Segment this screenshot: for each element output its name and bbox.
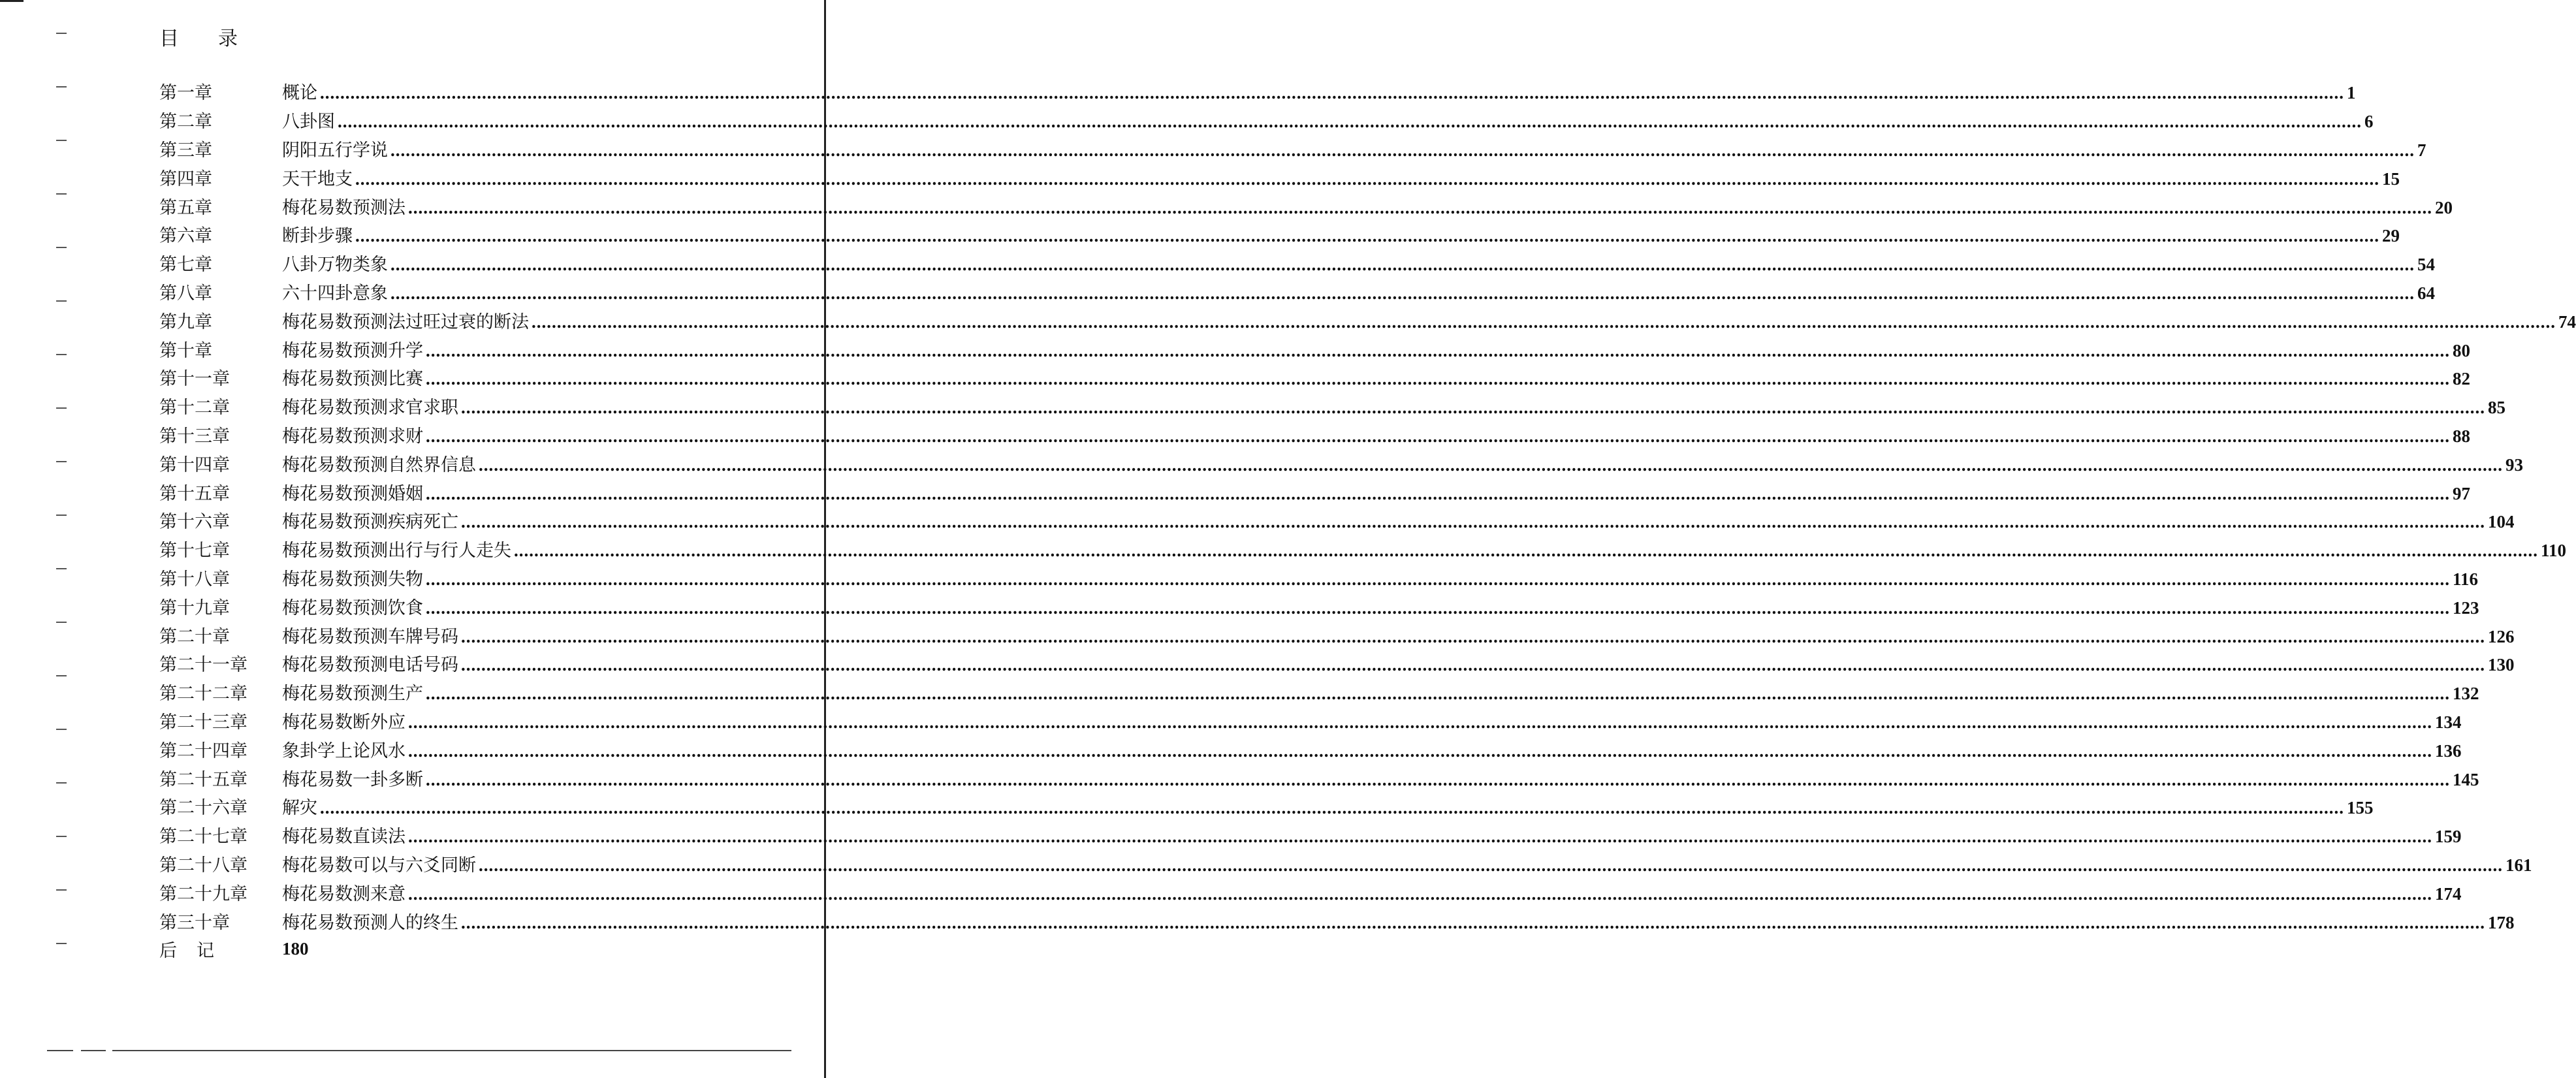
toc-title: 梅花易数预测生产 bbox=[282, 684, 423, 705]
toc-entry bbox=[282, 737, 2462, 762]
afterword-label bbox=[159, 936, 282, 962]
toc-entry bbox=[282, 136, 2426, 161]
toc-page-number: 20 bbox=[2435, 197, 2453, 217]
toc-page-number: 85 bbox=[2488, 398, 2505, 418]
toc-chapter-label: 第二十一章 bbox=[159, 655, 247, 676]
toc-title: 八卦图 bbox=[282, 112, 335, 133]
toc-chapter-label: 第二十五章 bbox=[159, 769, 247, 790]
toc-row[interactable] bbox=[159, 163, 2400, 191]
dot-leader: ................................................................................................................................................................................................................................................................................................................................................................................................................ bbox=[514, 541, 2538, 561]
toc-chapter-label: 第九章 bbox=[159, 311, 212, 332]
toc-row[interactable] bbox=[159, 135, 2426, 163]
toc-entry bbox=[282, 78, 2356, 104]
toc-row[interactable] bbox=[159, 334, 2470, 363]
toc-row[interactable] bbox=[159, 678, 2479, 706]
dot-leader: ................................................................................................................................................................................................................................................................................................................................................................................................................ bbox=[426, 369, 2450, 389]
toc-chapter-label: 第十四章 bbox=[159, 454, 230, 475]
dot-leader: ................................................................................................................................................................................................................................................................................................................................................................................................................ bbox=[408, 883, 2432, 904]
margin-tick bbox=[56, 247, 67, 248]
toc-row[interactable] bbox=[159, 420, 2470, 449]
toc-title: 梅花易数测来意 bbox=[282, 883, 405, 904]
toc-title: 梅花易数预测升学 bbox=[282, 340, 423, 361]
toc-row[interactable] bbox=[159, 249, 2435, 277]
toc-chapter-label: 第八章 bbox=[159, 283, 212, 304]
dot-leader: ................................................................................................................................................................................................................................................................................................................................................................................................................ bbox=[426, 340, 2450, 360]
toc-page-number: 64 bbox=[2417, 283, 2435, 303]
toc-entry bbox=[282, 622, 2515, 648]
toc-title: 梅花易数预测比赛 bbox=[282, 369, 423, 390]
dot-leader: ................................................................................................................................................................................................................................................................................................................................................................................................................ bbox=[426, 569, 2450, 589]
toc-row[interactable] bbox=[159, 649, 2515, 678]
dot-leader: ................................................................................................................................................................................................................................................................................................................................................................................................................ bbox=[338, 112, 2362, 132]
toc-page-number: 130 bbox=[2488, 655, 2515, 675]
toc-chapter-label: 第十五章 bbox=[159, 483, 230, 504]
toc-title: 象卦学上论风水 bbox=[282, 740, 405, 761]
toc-page-number: 155 bbox=[2347, 798, 2374, 818]
toc-chapter-label: 第十三章 bbox=[159, 426, 230, 447]
toc-row[interactable] bbox=[159, 106, 2374, 135]
toc-entry bbox=[282, 364, 2470, 390]
toc-entry bbox=[282, 765, 2479, 791]
toc-title: 梅花易数直读法 bbox=[282, 827, 405, 848]
dot-leader: ................................................................................................................................................................................................................................................................................................................................................................................................................ bbox=[426, 426, 2450, 446]
toc-row[interactable] bbox=[159, 906, 2515, 935]
toc-chapter-label: 第十九章 bbox=[159, 597, 230, 618]
toc-chapter-label: 第十二章 bbox=[159, 398, 230, 419]
toc-title: 断卦步骤 bbox=[282, 226, 353, 247]
toc-entry bbox=[282, 479, 2470, 505]
table-of-contents bbox=[159, 77, 2576, 964]
toc-entry bbox=[282, 451, 2523, 476]
toc-page-number: 29 bbox=[2382, 226, 2400, 246]
margin-tick bbox=[56, 354, 67, 355]
toc-chapter-label: 第二十八章 bbox=[159, 855, 247, 876]
toc-entry bbox=[282, 822, 2462, 848]
toc-chapter-label: 第五章 bbox=[159, 197, 212, 218]
toc-title: 阴阳五行学说 bbox=[282, 140, 388, 161]
toc-page-number: 104 bbox=[2488, 512, 2515, 532]
toc-page-number: 136 bbox=[2435, 740, 2462, 761]
toc-title: 梅花易数预测法过旺过衰的断法 bbox=[282, 311, 529, 332]
toc-entry bbox=[282, 393, 2505, 419]
toc-row[interactable] bbox=[159, 535, 2567, 563]
toc-row[interactable] bbox=[159, 449, 2523, 477]
toc-entry bbox=[282, 679, 2479, 705]
toc-chapter-label: 第二十九章 bbox=[159, 883, 247, 904]
toc-entry bbox=[282, 221, 2400, 247]
toc-row[interactable] bbox=[159, 620, 2515, 649]
dot-leader: ................................................................................................................................................................................................................................................................................................................................................................................................................ bbox=[426, 769, 2450, 789]
toc-chapter-label: 第二十四章 bbox=[159, 740, 247, 761]
toc-title: 梅花易数预测电话号码 bbox=[282, 655, 458, 676]
margin-tick bbox=[56, 407, 67, 409]
dot-leader: ................................................................................................................................................................................................................................................................................................................................................................................................................ bbox=[479, 454, 2503, 475]
toc-title: 六十四卦意象 bbox=[282, 283, 388, 304]
margin-tick bbox=[56, 889, 67, 891]
toc-page-number: 82 bbox=[2453, 369, 2470, 389]
toc-title: 梅花易数断外应 bbox=[282, 712, 405, 733]
toc-row[interactable] bbox=[159, 506, 2515, 535]
dot-leader: ................................................................................................................................................................................................................................................................................................................................................................................................................ bbox=[426, 684, 2450, 704]
toc-entry bbox=[282, 708, 2462, 733]
toc-title: 梅花易数预测求财 bbox=[282, 426, 423, 447]
toc-chapter-label: 第二十七章 bbox=[159, 827, 247, 848]
toc-page-number: 80 bbox=[2453, 340, 2470, 360]
toc-page-number: 132 bbox=[2453, 684, 2479, 704]
toc-row[interactable] bbox=[159, 277, 2435, 306]
margin-tick bbox=[56, 140, 67, 141]
dot-leader: ................................................................................................................................................................................................................................................................................................................................................................................................................ bbox=[426, 483, 2450, 503]
toc-title: 解灾 bbox=[282, 798, 317, 819]
toc-row[interactable] bbox=[159, 592, 2479, 620]
toc-chapter-label: 第十六章 bbox=[159, 512, 230, 533]
dot-leader: ................................................................................................................................................................................................................................................................................................................................................................................................................ bbox=[320, 83, 2344, 103]
toc-title: 梅花易数预测出行与行人走失 bbox=[282, 541, 511, 562]
bottom-rule bbox=[47, 1050, 791, 1051]
margin-tick bbox=[56, 943, 67, 944]
toc-entry bbox=[282, 594, 2479, 619]
toc-row[interactable] bbox=[159, 563, 2479, 592]
page-title-left: 目 bbox=[159, 27, 179, 50]
dot-leader: ................................................................................................................................................................................................................................................................................................................................................................................................................ bbox=[320, 798, 2344, 818]
toc-entry bbox=[282, 650, 2515, 676]
dot-leader: ................................................................................................................................................................................................................................................................................................................................................................................................................ bbox=[408, 827, 2432, 847]
toc-chapter-label: 第二十章 bbox=[159, 626, 230, 647]
toc-title: 概论 bbox=[282, 83, 317, 104]
dot-leader: ................................................................................................................................................................................................................................................................................................................................................................................................................ bbox=[426, 597, 2450, 618]
toc-entry bbox=[282, 422, 2470, 447]
dot-leader: ................................................................................................................................................................................................................................................................................................................................................................................................................ bbox=[390, 283, 2415, 303]
dot-leader: ................................................................................................................................................................................................................................................................................................................................................................................................................ bbox=[390, 255, 2415, 275]
margin-ticks bbox=[56, 0, 69, 1078]
toc-chapter-label: 第二十六章 bbox=[159, 798, 247, 819]
toc-page-number: 116 bbox=[2453, 569, 2479, 589]
toc-entry bbox=[282, 793, 2374, 819]
toc-chapter-label: 第七章 bbox=[159, 255, 212, 276]
toc-row[interactable] bbox=[159, 706, 2462, 735]
toc-entry bbox=[282, 308, 2576, 333]
dot-leader: ................................................................................................................................................................................................................................................................................................................................................................................................................ bbox=[408, 712, 2432, 732]
toc-row[interactable] bbox=[159, 306, 2576, 334]
margin-tick bbox=[56, 193, 67, 195]
toc-page-number: 15 bbox=[2382, 168, 2400, 189]
toc-entry bbox=[282, 908, 2515, 934]
toc-row[interactable] bbox=[159, 821, 2462, 849]
toc-title: 梅花易数预测失物 bbox=[282, 569, 423, 590]
toc-row[interactable] bbox=[159, 878, 2462, 906]
toc-entry bbox=[282, 193, 2453, 219]
toc-title: 梅花易数预测疾病死亡 bbox=[282, 512, 458, 533]
toc-page-number: 74 bbox=[2558, 311, 2576, 332]
toc-page-number: 93 bbox=[2505, 454, 2523, 475]
margin-tick bbox=[56, 515, 67, 516]
dot-leader: ................................................................................................................................................................................................................................................................................................................................................................................................................ bbox=[408, 740, 2432, 761]
page-title bbox=[159, 22, 238, 51]
toc-page-number: 161 bbox=[2505, 855, 2532, 875]
toc-title: 梅花易数预测法 bbox=[282, 197, 405, 218]
dot-leader: ................................................................................................................................................................................................................................................................................................................................................................................................................ bbox=[461, 912, 2485, 932]
dot-leader: ................................................................................................................................................................................................................................................................................................................................................................................................................ bbox=[461, 398, 2485, 418]
toc-entry bbox=[282, 250, 2435, 276]
afterword-label-right: 记 bbox=[197, 941, 214, 962]
toc-row[interactable] bbox=[159, 392, 2505, 420]
toc-entry bbox=[282, 880, 2462, 905]
toc-row[interactable] bbox=[159, 477, 2470, 506]
dot-leader: ................................................................................................................................................................................................................................................................................................................................................................................................................ bbox=[355, 226, 2379, 246]
toc-page-number: 145 bbox=[2453, 769, 2479, 789]
toc-page-number: 110 bbox=[2541, 541, 2567, 561]
toc-entry bbox=[282, 107, 2374, 133]
toc-entry bbox=[282, 507, 2515, 533]
dot-leader: ................................................................................................................................................................................................................................................................................................................................................................................................................ bbox=[355, 168, 2379, 189]
afterword-page-number: 180 bbox=[282, 939, 309, 959]
dot-leader: ................................................................................................................................................................................................................................................................................................................................................................................................................ bbox=[461, 512, 2485, 532]
toc-chapter-label: 第十章 bbox=[159, 340, 212, 361]
toc-page-number: 174 bbox=[2435, 883, 2462, 904]
toc-title: 梅花易数可以与六爻同断 bbox=[282, 855, 476, 876]
toc-title: 梅花易数预测饮食 bbox=[282, 597, 423, 618]
margin-tick bbox=[56, 729, 67, 730]
scan-edge bbox=[0, 0, 24, 2]
toc-entry bbox=[282, 565, 2479, 590]
margin-tick bbox=[56, 86, 67, 87]
toc-page-number: 1 bbox=[2347, 83, 2356, 103]
toc-entry bbox=[282, 336, 2470, 362]
toc-chapter-label: 第二十二章 bbox=[159, 684, 247, 705]
toc-title: 梅花易数预测自然界信息 bbox=[282, 454, 476, 475]
toc-title: 梅花易数一卦多断 bbox=[282, 769, 423, 790]
toc-row[interactable] bbox=[159, 763, 2479, 792]
toc-title: 梅花易数预测人的终生 bbox=[282, 912, 458, 933]
margin-tick bbox=[56, 461, 67, 462]
margin-tick bbox=[56, 782, 67, 784]
page-title-right: 录 bbox=[218, 27, 238, 50]
toc-title: 梅花易数预测婚姻 bbox=[282, 483, 423, 504]
toc-page-number: 7 bbox=[2417, 140, 2426, 160]
toc-chapter-label: 第二章 bbox=[159, 112, 212, 133]
dot-leader: ................................................................................................................................................................................................................................................................................................................................................................................................................ bbox=[461, 655, 2485, 675]
toc-row[interactable] bbox=[159, 792, 2374, 821]
toc-chapter-label: 第十七章 bbox=[159, 541, 230, 562]
toc-chapter-label: 第三十章 bbox=[159, 912, 230, 933]
margin-tick bbox=[56, 675, 67, 676]
toc-page-number: 123 bbox=[2453, 597, 2479, 618]
toc-row[interactable] bbox=[159, 363, 2470, 392]
toc-row[interactable] bbox=[159, 191, 2453, 220]
toc-page-number: 88 bbox=[2453, 426, 2470, 446]
toc-chapter-label: 第十八章 bbox=[159, 569, 230, 590]
dot-leader: ................................................................................................................................................................................................................................................................................................................................................................................................................ bbox=[479, 855, 2503, 875]
dot-leader: ................................................................................................................................................................................................................................................................................................................................................................................................................ bbox=[408, 197, 2432, 217]
toc-page-number: 159 bbox=[2435, 827, 2462, 847]
dot-leader: ................................................................................................................................................................................................................................................................................................................................................................................................................ bbox=[461, 626, 2485, 646]
afterword-label-left: 后 bbox=[159, 941, 177, 962]
toc-title: 梅花易数预测车牌号码 bbox=[282, 626, 458, 647]
toc-row-afterword[interactable] bbox=[159, 935, 760, 964]
toc-entry bbox=[282, 279, 2435, 304]
toc-chapter-label: 第一章 bbox=[159, 83, 212, 104]
margin-tick bbox=[56, 33, 67, 34]
toc-row[interactable] bbox=[159, 735, 2462, 763]
toc-page-number: 54 bbox=[2417, 255, 2435, 275]
toc-title: 梅花易数预测求官求职 bbox=[282, 398, 458, 419]
toc-entry bbox=[282, 536, 2567, 562]
toc-title: 天干地支 bbox=[282, 168, 353, 189]
toc-chapter-label: 第十一章 bbox=[159, 369, 230, 390]
toc-chapter-label: 第二十三章 bbox=[159, 712, 247, 733]
toc-row[interactable] bbox=[159, 849, 2532, 878]
margin-tick bbox=[56, 300, 67, 302]
toc-chapter-label: 第四章 bbox=[159, 168, 212, 189]
margin-tick bbox=[56, 622, 67, 623]
toc-chapter-label: 第三章 bbox=[159, 140, 212, 161]
toc-entry bbox=[282, 165, 2400, 190]
margin-tick bbox=[56, 836, 67, 837]
toc-entry bbox=[282, 851, 2532, 876]
toc-row[interactable] bbox=[159, 220, 2400, 249]
dot-leader: ................................................................................................................................................................................................................................................................................................................................................................................................................ bbox=[532, 311, 2556, 332]
toc-row[interactable] bbox=[159, 77, 2356, 106]
toc-page-number: 97 bbox=[2453, 483, 2470, 503]
toc-page-number: 126 bbox=[2488, 626, 2515, 646]
toc-title: 八卦万物类象 bbox=[282, 255, 388, 276]
dot-leader: ................................................................................................................................................................................................................................................................................................................................................................................................................ bbox=[390, 140, 2415, 160]
toc-page-number: 134 bbox=[2435, 712, 2462, 732]
margin-tick bbox=[56, 568, 67, 569]
toc-chapter-label: 第六章 bbox=[159, 226, 212, 247]
toc-page-number: 178 bbox=[2488, 912, 2515, 932]
toc-page-number: 6 bbox=[2364, 112, 2374, 132]
